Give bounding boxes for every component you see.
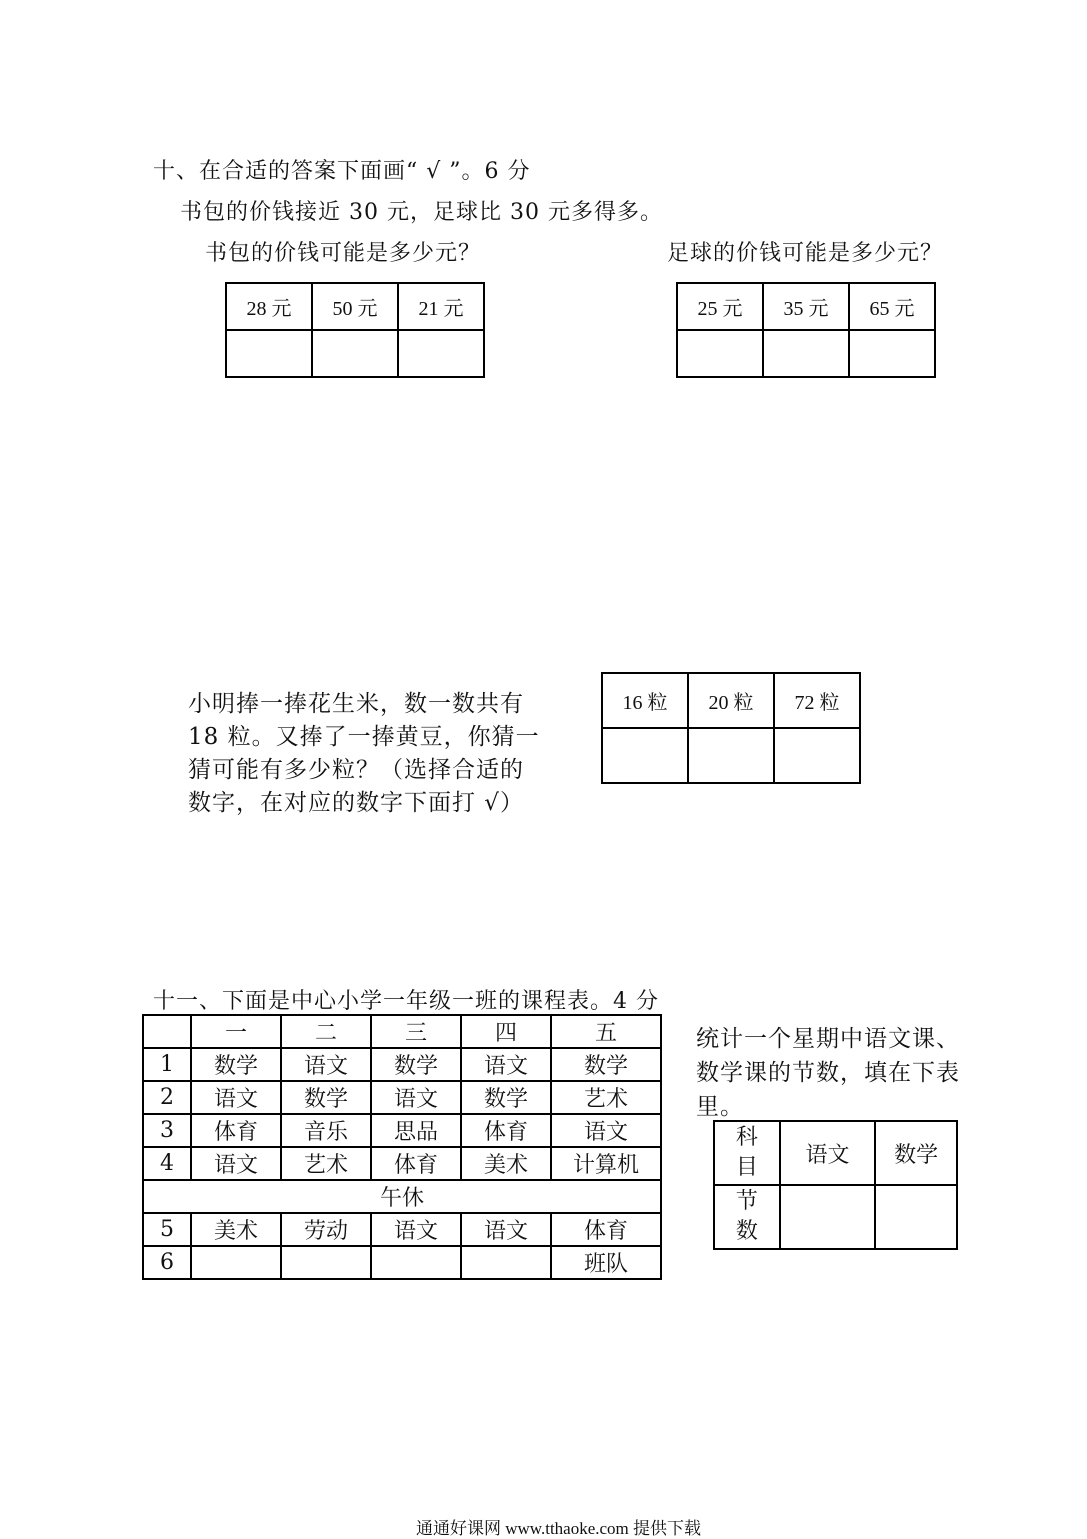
table-row xyxy=(143,1180,661,1213)
class-cell: 体育 xyxy=(191,1114,281,1147)
class-cell: 语文 xyxy=(191,1081,281,1114)
class-cell: 语文 xyxy=(281,1048,371,1081)
bag-option: 28 元 xyxy=(226,283,312,330)
stat-column-header: 数学 xyxy=(875,1121,957,1185)
bag-answer-cell[interactable] xyxy=(312,330,398,377)
lunch-break-cell: 午休 xyxy=(143,1180,661,1213)
table-row xyxy=(143,1048,661,1081)
table-row xyxy=(143,1213,661,1246)
peanut-question-line: 数字，在对应的数字下面打 √） xyxy=(188,790,524,816)
class-cell: 语文 xyxy=(551,1114,661,1147)
day-header: 五 xyxy=(551,1015,661,1048)
ball-answer-cell[interactable] xyxy=(677,330,763,377)
peanut-option: 16 粒 xyxy=(602,673,688,728)
day-header: 三 xyxy=(371,1015,461,1048)
peanut-option: 72 粒 xyxy=(774,673,860,728)
class-cell: 数学 xyxy=(371,1048,461,1081)
bag-answer-cell[interactable] xyxy=(398,330,484,377)
class-schedule-table xyxy=(142,1014,662,1280)
period-number: 2 xyxy=(143,1081,191,1114)
ball-option: 35 元 xyxy=(763,283,849,330)
day-header: 一 xyxy=(191,1015,281,1048)
period-number: 5 xyxy=(143,1213,191,1246)
table-row xyxy=(143,1081,661,1114)
class-cell: 美术 xyxy=(461,1147,551,1180)
ball-option: 25 元 xyxy=(677,283,763,330)
table-row xyxy=(143,1114,661,1147)
table-row xyxy=(143,1246,661,1279)
class-cell: 数学 xyxy=(191,1048,281,1081)
math-count-cell[interactable] xyxy=(875,1185,957,1249)
section-10-intro: 书包的价钱接近 30 元，足球比 30 元多得多。 xyxy=(180,200,663,225)
stat-instruction-line: 数学课的节数，填在下表 xyxy=(696,1060,960,1086)
class-cell: 美术 xyxy=(191,1213,281,1246)
class-cell xyxy=(371,1246,461,1279)
class-cell: 语文 xyxy=(461,1213,551,1246)
day-header: 四 xyxy=(461,1015,551,1048)
count-label-char: 数 xyxy=(735,1219,758,1244)
class-cell: 班队 xyxy=(551,1246,661,1279)
peanut-count-table xyxy=(601,672,861,784)
ball-answer-cell[interactable] xyxy=(763,330,849,377)
stat-instructions xyxy=(696,1022,960,1124)
ball-answer-cell[interactable] xyxy=(849,330,935,377)
peanut-question-line: 猜可能有多少粒？（选择合适的 xyxy=(188,757,524,783)
ball-price-table xyxy=(676,282,936,378)
class-cell: 数学 xyxy=(461,1081,551,1114)
period-number: 3 xyxy=(143,1114,191,1147)
bag-option: 50 元 xyxy=(312,283,398,330)
class-cell: 体育 xyxy=(371,1147,461,1180)
bag-price-table xyxy=(225,282,485,378)
class-cell: 语文 xyxy=(191,1147,281,1180)
peanut-option: 20 粒 xyxy=(688,673,774,728)
class-cell: 艺术 xyxy=(551,1081,661,1114)
class-cell: 思品 xyxy=(371,1114,461,1147)
class-cell: 艺术 xyxy=(281,1147,371,1180)
corner-cell xyxy=(143,1015,191,1048)
class-cell: 计算机 xyxy=(551,1147,661,1180)
footer-text: 通通好课网 www.tthaoke.com 提供下载 xyxy=(416,1519,702,1538)
class-cell: 语文 xyxy=(371,1081,461,1114)
bag-option: 21 元 xyxy=(398,283,484,330)
count-label-cell xyxy=(714,1185,780,1249)
class-cell xyxy=(281,1246,371,1279)
class-cell: 体育 xyxy=(551,1213,661,1246)
peanut-question-line: 18 粒。又捧了一捧黄豆，你猜一 xyxy=(188,724,540,750)
period-number: 4 xyxy=(143,1147,191,1180)
peanut-answer-cell[interactable] xyxy=(688,728,774,783)
period-number: 6 xyxy=(143,1246,191,1279)
count-label-char: 节 xyxy=(735,1189,758,1214)
section-11-heading: 十一、下面是中心小学一年级一班的课程表。4 分 xyxy=(153,989,659,1014)
class-cell: 劳动 xyxy=(281,1213,371,1246)
class-cell: 体育 xyxy=(461,1114,551,1147)
peanut-answer-cell[interactable] xyxy=(602,728,688,783)
stat-instruction-line: 统计一个星期中语文课、 xyxy=(696,1026,960,1052)
table-row xyxy=(143,1147,661,1180)
subject-label-char: 科 xyxy=(735,1125,758,1150)
ball-option: 65 元 xyxy=(849,283,935,330)
stat-instruction-line: 里。 xyxy=(696,1094,744,1120)
peanut-question xyxy=(188,688,540,820)
peanut-answer-cell[interactable] xyxy=(774,728,860,783)
day-header: 二 xyxy=(281,1015,371,1048)
peanut-question-line: 小明捧一捧花生米，数一数共有 xyxy=(188,691,524,717)
bag-question: 书包的价钱可能是多少元？ xyxy=(205,241,482,266)
ball-question: 足球的价钱可能是多少元？ xyxy=(667,241,944,266)
class-cell: 音乐 xyxy=(281,1114,371,1147)
class-cell: 数学 xyxy=(281,1081,371,1114)
subject-label-cell xyxy=(714,1121,780,1185)
class-cell: 语文 xyxy=(461,1048,551,1081)
stat-table xyxy=(713,1120,958,1250)
class-cell xyxy=(191,1246,281,1279)
stat-column-header: 语文 xyxy=(780,1121,876,1185)
bag-answer-cell[interactable] xyxy=(226,330,312,377)
class-cell: 语文 xyxy=(371,1213,461,1246)
subject-label-char: 目 xyxy=(735,1155,758,1180)
class-cell xyxy=(461,1246,551,1279)
chinese-count-cell[interactable] xyxy=(780,1185,876,1249)
period-number: 1 xyxy=(143,1048,191,1081)
section-10-heading: 十、在合适的答案下面画“ √ ”。6 分 xyxy=(153,159,531,184)
class-cell: 数学 xyxy=(551,1048,661,1081)
